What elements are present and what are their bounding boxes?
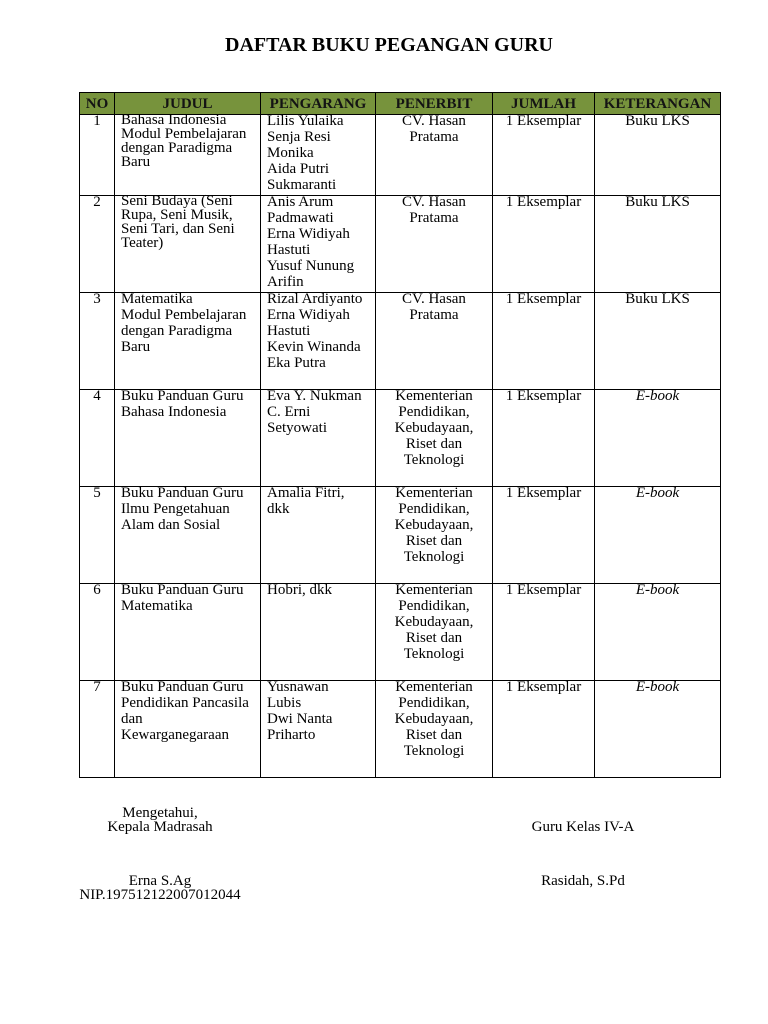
cell-jumlah [493, 584, 595, 681]
penerbit-text-line: Kementerian [395, 679, 473, 695]
pengarang-text-line: Hastuti [267, 242, 311, 258]
cell-keterangan [595, 681, 721, 778]
judul-text-line: Ilmu Pengetahuan [121, 501, 230, 517]
pengarang-text-line: Erna Widiyah [267, 226, 350, 242]
jumlah-text-line: 1 Eksemplar [505, 388, 582, 404]
no-text-line: 7 [93, 679, 101, 695]
acknowledgement-label: Mengetahui, [122, 805, 198, 821]
pengarang-text-line: Yusnawan [267, 679, 329, 695]
column-header-jumlah: JUMLAH [493, 93, 595, 115]
cell-pengarang [261, 390, 376, 487]
principal-nip: NIP.197512122007012044 [79, 887, 241, 903]
pengarang-text-line: Lubis [267, 695, 302, 711]
cell-jumlah [493, 115, 595, 196]
judul-text-line: Bahasa Indonesia [121, 112, 227, 128]
cell-penerbit [376, 487, 493, 584]
cell-no [80, 487, 115, 584]
jumlah-text-line: 1 Eksemplar [505, 679, 582, 695]
penerbit-text-line: Pratama [409, 210, 459, 226]
penerbit-text-line: Teknologi [403, 743, 465, 759]
pengarang-text-line: C. Erni [267, 404, 311, 420]
no-text-line: 4 [93, 388, 101, 404]
jumlah-text-line: 1 Eksemplar [505, 291, 582, 307]
judul-text-line: Buku Panduan Guru [121, 582, 244, 598]
penerbit-text-line: Riset dan [405, 630, 463, 646]
pengarang-text-line: Arifin [267, 274, 304, 290]
pengarang-text-line: Yusuf Nunung [267, 258, 355, 274]
judul-text-line: Buku Panduan Guru [121, 388, 244, 404]
pengarang-text-line: Eka Putra [267, 355, 326, 371]
judul-text-line: dan [121, 711, 143, 727]
penerbit-text-line: Kebudayaan, [394, 420, 474, 436]
cell-penerbit [376, 115, 493, 196]
penerbit-text-line: Kebudayaan, [394, 517, 474, 533]
judul-text-line: Matematika [121, 598, 193, 614]
judul-text-line: Rupa, Seni Musik, [121, 207, 233, 223]
cell-keterangan [595, 115, 721, 196]
cell-no [80, 115, 115, 196]
cell-keterangan [595, 196, 721, 293]
keterangan-text-line: E-book [635, 582, 680, 598]
cell-judul [115, 584, 261, 681]
cell-pengarang [261, 196, 376, 293]
penerbit-text-line: CV. Hasan [402, 291, 466, 307]
cell-jumlah [493, 487, 595, 584]
table-row [80, 390, 721, 487]
pengarang-text-line: dkk [267, 501, 290, 517]
judul-text-line: Modul Pembelajaran [121, 126, 247, 142]
cell-penerbit [376, 293, 493, 390]
column-header-pengarang: PENGARANG [261, 93, 376, 115]
penerbit-text-line: Teknologi [403, 646, 465, 662]
cell-judul [115, 390, 261, 487]
judul-text-line: Baru [121, 154, 151, 170]
pengarang-text-line: Monika [267, 145, 314, 161]
keterangan-text-line: Buku LKS [625, 113, 690, 129]
jumlah-text-line: 1 Eksemplar [505, 582, 582, 598]
teacher-name: Rasidah, S.Pd [541, 873, 625, 889]
principal-name: Erna S.Ag [128, 873, 192, 889]
jumlah-text-line: 1 Eksemplar [505, 194, 582, 210]
document-title: DAFTAR BUKU PEGANGAN GURU [225, 34, 553, 56]
cell-no [80, 681, 115, 778]
book-list-table [79, 92, 721, 778]
pengarang-text-line: Eva Y. Nukman [267, 388, 362, 404]
table-row [80, 293, 721, 390]
penerbit-text-line: Pendidikan, [398, 501, 470, 517]
pengarang-text-line: Erna Widiyah [267, 307, 350, 323]
keterangan-text-line: E-book [635, 679, 680, 695]
cell-no [80, 196, 115, 293]
judul-text-line: Buku Panduan Guru [121, 679, 244, 695]
penerbit-text-line: Pendidikan, [398, 598, 470, 614]
column-header-keterangan: KETERANGAN [595, 93, 721, 115]
no-text-line: 2 [93, 194, 101, 210]
cell-jumlah [493, 293, 595, 390]
judul-text-line: Buku Panduan Guru [121, 485, 244, 501]
table-row [80, 196, 721, 293]
pengarang-text-line: Priharto [267, 727, 316, 743]
pengarang-text-line: Kevin Winanda [267, 339, 361, 355]
judul-text-line: Teater) [121, 235, 164, 251]
cell-penerbit [376, 390, 493, 487]
cell-judul [115, 487, 261, 584]
penerbit-text-line: CV. Hasan [402, 194, 466, 210]
signature-block-principal [75, 806, 245, 902]
pengarang-text-line: Aida Putri [267, 161, 330, 177]
pengarang-text-line: Dwi Nanta [267, 711, 333, 727]
keterangan-text-line: Buku LKS [625, 291, 690, 307]
judul-text-line: Seni Tari, dan Seni [121, 221, 235, 237]
cell-keterangan [595, 584, 721, 681]
judul-text-line: Baru [121, 339, 151, 355]
penerbit-text-line: Teknologi [403, 452, 465, 468]
penerbit-text-line: Kementerian [395, 582, 473, 598]
judul-text-line: dengan Paradigma [121, 323, 233, 339]
cell-pengarang [261, 584, 376, 681]
cell-penerbit [376, 196, 493, 293]
penerbit-text-line: Pendidikan, [398, 404, 470, 420]
table-row [80, 115, 721, 196]
jumlah-text-line: 1 Eksemplar [505, 113, 582, 129]
penerbit-text-line: Kementerian [395, 485, 473, 501]
penerbit-text-line: Kebudayaan, [394, 711, 474, 727]
pengarang-text-line: Padmawati [267, 210, 334, 226]
penerbit-text-line: Pendidikan, [398, 695, 470, 711]
judul-text-line: Modul Pembelajaran [121, 307, 247, 323]
pengarang-text-line: Anis Arum [267, 194, 334, 210]
penerbit-text-line: Pratama [409, 129, 459, 145]
judul-text-line: dengan Paradigma [121, 140, 233, 156]
cell-penerbit [376, 584, 493, 681]
cell-jumlah [493, 390, 595, 487]
cell-judul [115, 681, 261, 778]
cell-no [80, 584, 115, 681]
penerbit-text-line: Kebudayaan, [394, 614, 474, 630]
table-body [80, 112, 721, 778]
penerbit-text-line: Riset dan [405, 533, 463, 549]
principal-role: Kepala Madrasah [107, 819, 213, 835]
keterangan-text-line: E-book [635, 485, 680, 501]
penerbit-text-line: Kementerian [395, 388, 473, 404]
cell-no [80, 390, 115, 487]
signature-block-teacher [483, 820, 683, 888]
pengarang-text-line: Hobri, dkk [267, 582, 332, 598]
keterangan-text-line: E-book [635, 388, 680, 404]
table-row [80, 487, 721, 584]
column-header-penerbit: PENERBIT [376, 93, 493, 115]
cell-pengarang [261, 487, 376, 584]
judul-text-line: Bahasa Indonesia [121, 404, 227, 420]
column-header-no: NO [80, 93, 115, 115]
cell-pengarang [261, 293, 376, 390]
penerbit-text-line: Riset dan [405, 436, 463, 452]
judul-text-line: Seni Budaya (Seni [121, 193, 233, 209]
penerbit-text-line: Pratama [409, 307, 459, 323]
no-text-line: 1 [93, 113, 101, 129]
cell-judul [115, 112, 261, 196]
pengarang-text-line: Senja Resi [267, 129, 331, 145]
pengarang-text-line: Sukmaranti [267, 177, 337, 193]
penerbit-text-line: CV. Hasan [402, 113, 466, 129]
cell-pengarang [261, 681, 376, 778]
cell-pengarang [261, 115, 376, 196]
penerbit-text-line: Teknologi [403, 549, 465, 565]
cell-no [80, 293, 115, 390]
table-row [80, 584, 721, 681]
penerbit-text-line: Riset dan [405, 727, 463, 743]
keterangan-text-line: Buku LKS [625, 194, 690, 210]
pengarang-text-line: Rizal Ardiyanto [267, 291, 363, 307]
pengarang-text-line: Setyowati [267, 420, 327, 436]
no-text-line: 6 [93, 582, 101, 598]
teacher-role: Guru Kelas IV-A [531, 819, 635, 835]
jumlah-text-line: 1 Eksemplar [505, 485, 582, 501]
judul-text-line: Kewarganegaraan [121, 727, 229, 743]
judul-text-line: Matematika [121, 291, 193, 307]
cell-jumlah [493, 196, 595, 293]
cell-keterangan [595, 293, 721, 390]
no-text-line: 3 [93, 291, 101, 307]
pengarang-text-line: Amalia Fitri, [267, 485, 345, 501]
judul-text-line: Pendidikan Pancasila [121, 695, 249, 711]
table-row [80, 681, 721, 778]
cell-keterangan [595, 390, 721, 487]
cell-judul [115, 293, 261, 390]
cell-keterangan [595, 487, 721, 584]
no-text-line: 5 [93, 485, 101, 501]
cell-penerbit [376, 681, 493, 778]
pengarang-text-line: Lilis Yulaika [267, 113, 344, 129]
cell-judul [115, 193, 261, 293]
pengarang-text-line: Hastuti [267, 323, 311, 339]
column-header-judul: JUDUL [115, 93, 261, 115]
cell-jumlah [493, 681, 595, 778]
judul-text-line: Alam dan Sosial [121, 517, 221, 533]
